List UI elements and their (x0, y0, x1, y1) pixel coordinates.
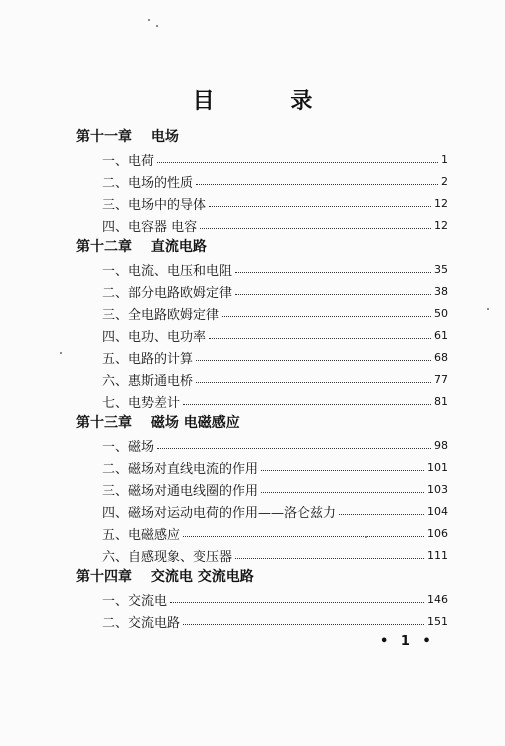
chapter-label: 第十一章 (76, 129, 132, 145)
toc-entry-page: 81 (434, 394, 448, 408)
toc-entry (76, 302, 448, 324)
page-title: 目 录 (192, 89, 347, 114)
dot-leader (170, 602, 424, 603)
chapter-heading (76, 566, 448, 588)
dot-leader (183, 624, 424, 625)
toc-entry (76, 544, 448, 566)
toc-entry (76, 214, 448, 236)
page-number: • 1 • (380, 634, 435, 649)
toc-entry-page: 12 (434, 196, 448, 210)
toc-entry-title: 六、惠斯通电桥 (102, 373, 194, 389)
dot-leader (196, 382, 431, 383)
toc-entry (76, 148, 448, 170)
toc-entry-page: 68 (434, 350, 448, 364)
scan-speck (487, 308, 489, 310)
dot-leader (261, 492, 424, 493)
toc-entry-page: 146 (427, 592, 448, 606)
toc-entry (76, 346, 448, 368)
chapter-name: 电场 (150, 129, 179, 145)
toc-entry-page: 2 (441, 174, 448, 188)
toc-entry-title: 四、电功、电功率 (102, 329, 207, 345)
chapter-name: 交流电 交流电路 (150, 569, 254, 585)
toc-entry-title: 三、磁场对通电线圈的作用 (102, 483, 259, 499)
toc-entry-title: 三、全电路欧姆定律 (102, 307, 220, 323)
toc-entry-title: 一、交流电 (102, 593, 168, 609)
toc-entry-title: 三、电场中的导体 (102, 197, 207, 213)
toc-entry (76, 478, 448, 500)
dot-leader (261, 470, 424, 471)
toc-entry (76, 588, 448, 610)
toc-entry-title: 四、磁场对运动电荷的作用——洛仑兹力 (102, 505, 337, 521)
dot-leader (222, 316, 431, 317)
toc-entry-title: 二、部分电路欧姆定律 (102, 285, 233, 301)
toc-entry (76, 610, 448, 632)
toc-entry (76, 522, 448, 544)
toc-entry-title: 二、交流电路 (102, 615, 181, 631)
dot-leader (235, 272, 431, 273)
dot-leader (200, 228, 431, 229)
toc-entry (76, 368, 448, 390)
toc-entry (76, 258, 448, 280)
toc-entry-page: 151 (427, 614, 448, 628)
toc-entry-page: 104 (427, 504, 448, 518)
toc-entry-page: 101 (427, 460, 448, 474)
toc-entry-page: 35 (434, 262, 448, 276)
toc-entry (76, 170, 448, 192)
dot-leader (235, 294, 431, 295)
dot-leader (196, 360, 431, 361)
toc-entry (76, 500, 448, 522)
toc-entry-page: 12 (434, 218, 448, 232)
dot-leader (209, 338, 431, 339)
scan-speck (60, 352, 62, 354)
toc-entry (76, 434, 448, 456)
dot-leader (209, 206, 431, 207)
chapter-label: 第十二章 (76, 239, 132, 255)
toc-entry-title: 五、电路的计算 (102, 351, 194, 367)
toc-entry (76, 324, 448, 346)
toc-entry-page: 98 (434, 438, 448, 452)
dot-leader (339, 514, 424, 515)
chapter-heading (76, 412, 448, 434)
chapter-heading (76, 236, 448, 258)
toc-entry-title: 二、磁场对直线电流的作用 (102, 461, 259, 477)
dot-leader (157, 448, 431, 449)
dot-leader (157, 162, 438, 163)
toc-entry-page: 50 (434, 306, 448, 320)
toc-entry-page: 106 (427, 526, 448, 540)
toc-entry-page: 77 (434, 372, 448, 386)
toc-entry-title: 一、磁场 (102, 439, 155, 455)
dot-leader (235, 558, 424, 559)
chapter-heading (76, 126, 448, 148)
dot-leader (183, 404, 431, 405)
toc-entry (76, 192, 448, 214)
toc-entry-title: 六、自感现象、变压器 (102, 549, 233, 565)
toc-entry-page: 103 (427, 482, 448, 496)
toc-entry-title: 一、电荷 (102, 153, 155, 169)
dot-leader (183, 536, 424, 537)
toc-entry-page: 38 (434, 284, 448, 298)
scan-speck (365, 536, 367, 538)
toc-entry-page: 61 (434, 328, 448, 342)
toc-entry-title: 一、电流、电压和电阻 (102, 263, 233, 279)
toc-entry-title: 四、电容器 电容 (102, 219, 198, 235)
toc-entry (76, 280, 448, 302)
dot-leader (196, 184, 438, 185)
chapter-label: 第十三章 (76, 415, 132, 431)
toc-entry-page: 1 (441, 152, 448, 166)
scan-speck (156, 25, 158, 27)
chapter-name: 直流电路 (150, 239, 207, 255)
toc-entry-title: 五、电磁感应 (102, 527, 181, 543)
toc-entry-title: 七、电势差计 (102, 395, 181, 411)
scan-speck (148, 19, 150, 21)
table-of-contents (76, 126, 448, 632)
toc-entry-page: 111 (427, 548, 448, 562)
chapter-label: 第十四章 (76, 569, 132, 585)
chapter-name: 磁场 电磁感应 (150, 415, 240, 431)
toc-entry (76, 456, 448, 478)
toc-entry (76, 390, 448, 412)
toc-entry-title: 二、电场的性质 (102, 175, 194, 191)
